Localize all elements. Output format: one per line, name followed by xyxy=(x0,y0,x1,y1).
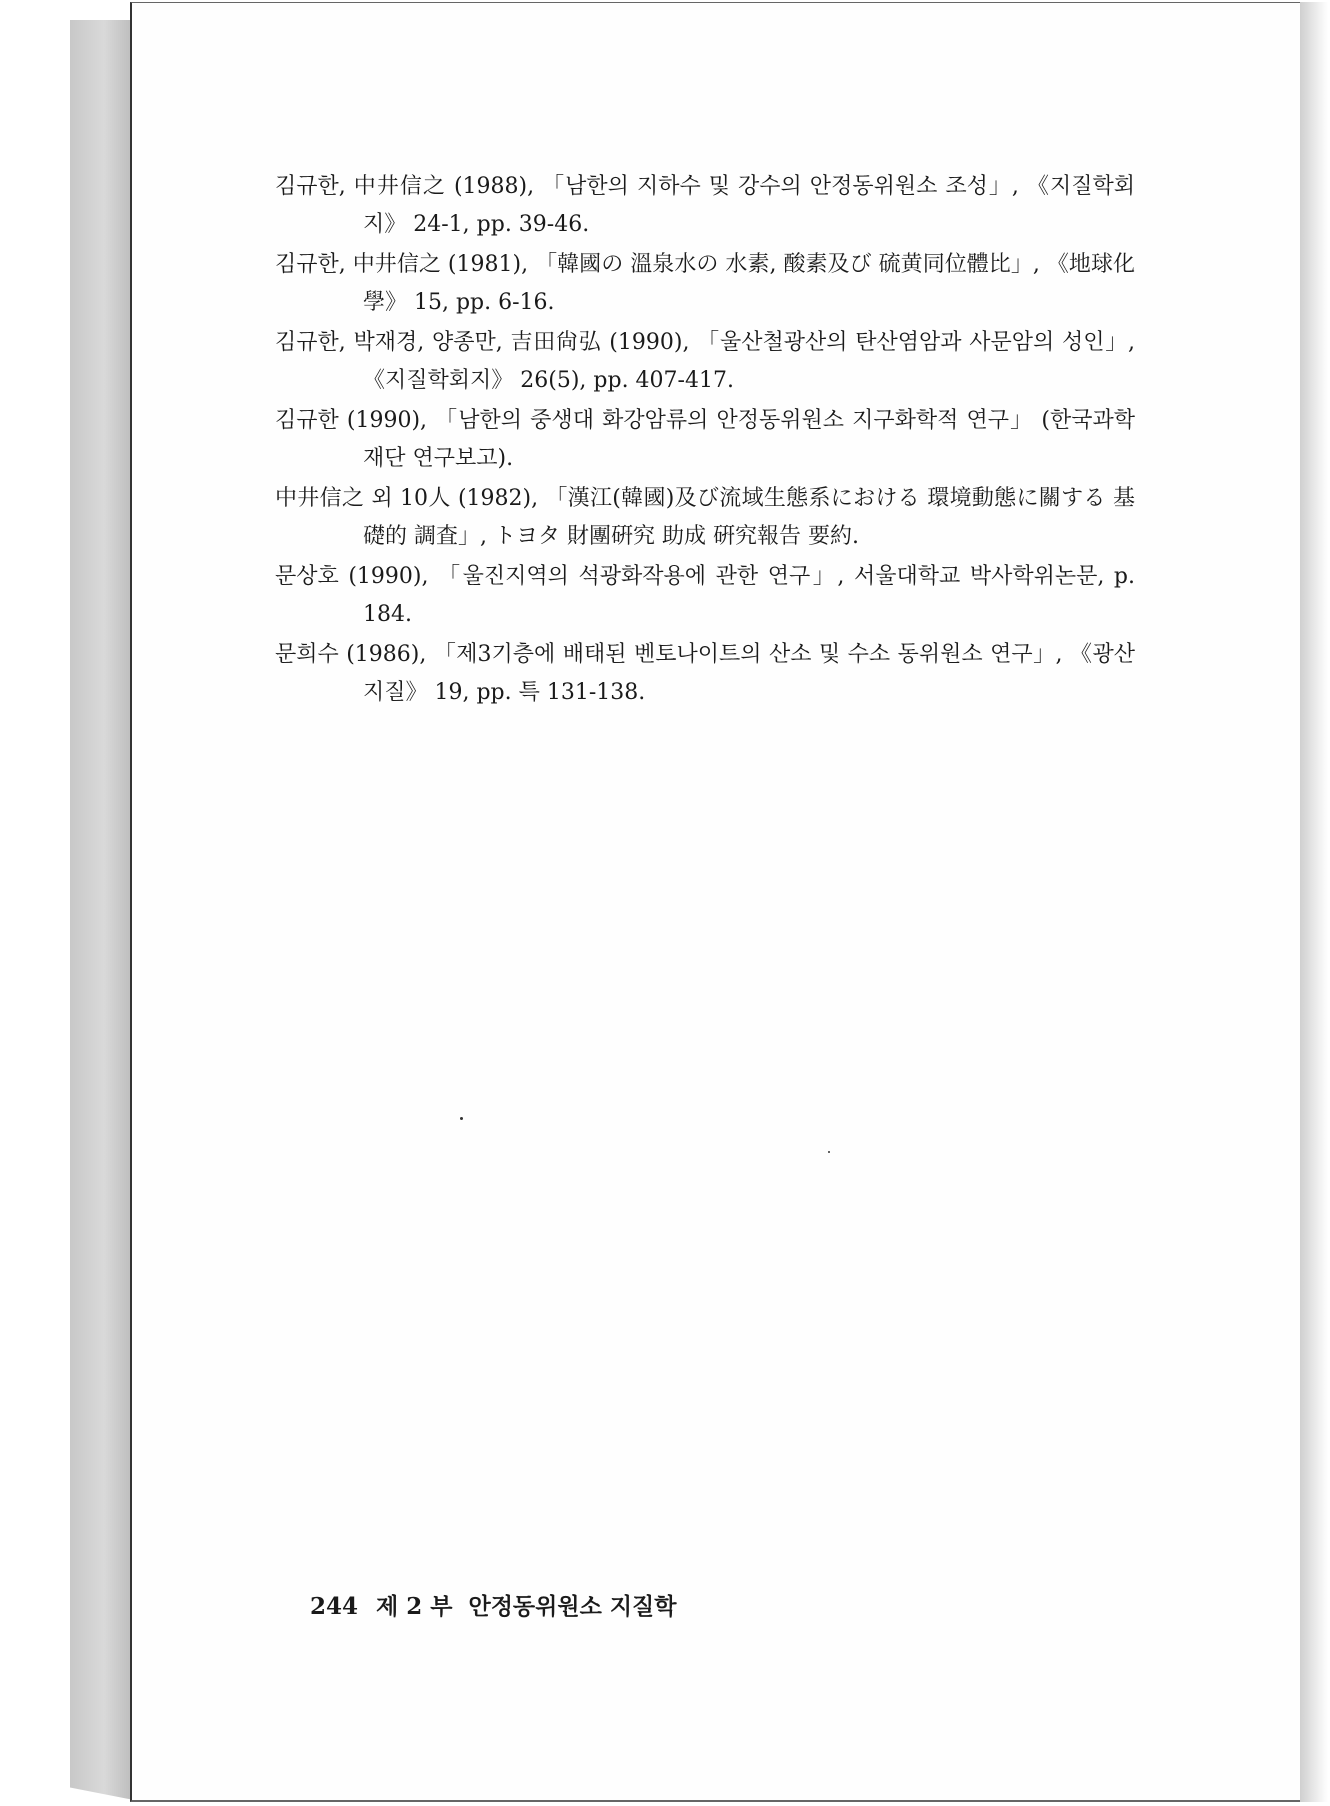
reference-entry: 문희수 (1986), 「제3기층에 배태된 벤토나이트의 산소 및 수소 동위원소 연구」, 《광산지질》 19, pp. 특 131-138. xyxy=(275,642,1135,705)
scan-speck xyxy=(460,1117,463,1120)
page-number: 244 xyxy=(310,1593,359,1620)
part-title: 안정동위원소 지질학 xyxy=(468,1593,677,1620)
page-footer xyxy=(310,1588,676,1621)
page-right-shadow xyxy=(1300,2,1328,1802)
reference-entry: 문상호 (1990), 「울진지역의 석광화작용에 관한 연구」, 서울대학교 박사학위논문, p. 184. xyxy=(275,564,1135,627)
reference-entry: 中井信之 외 10人 (1982), 「漢江(韓國)及び流域生態系における 環境動態に關する 基礎的 調査」, トヨタ 財團硏究 助成 硏究報告 要約. xyxy=(275,486,1135,549)
part-label: 제 2 부 xyxy=(376,1593,453,1620)
reference-entry: 김규한, 中井信之 (1981), 「韓國の 溫泉水の 水素, 酸素及び 硫黄同位體比」, 《地球化學》 15, pp. 6-16. xyxy=(275,252,1135,315)
scan-speck xyxy=(828,1151,830,1153)
reference-entry: 김규한, 中井信之 (1988), 「남한의 지하수 및 강수의 안정동위원소 조성」, 《지질학회지》 24-1, pp. 39-46. xyxy=(275,174,1135,237)
reference-entry: 김규한 (1990), 「남한의 중생대 화강암류의 안정동위원소 지구화학적 연구」 (한국과학재단 연구보고). xyxy=(275,408,1135,471)
reference-list xyxy=(275,168,1135,714)
book-spine-edge xyxy=(70,20,134,1800)
reference-entry: 김규한, 박재경, 양종만, 吉田尙弘 (1990), 「울산철광산의 탄산염암과 사문암의 성인」, 《지질학회지》 26(5), pp. 407-417. xyxy=(275,330,1135,393)
